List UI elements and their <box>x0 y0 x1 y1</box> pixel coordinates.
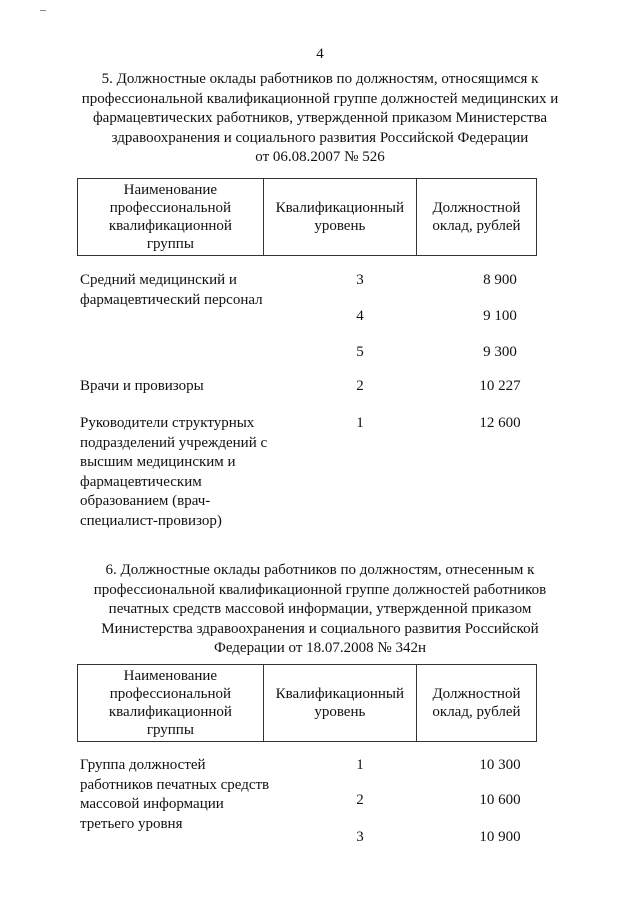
row-name <box>80 271 263 310</box>
header-salary <box>416 665 536 742</box>
row-salary: 10 900 <box>479 829 521 845</box>
row-level: 1 <box>356 415 364 431</box>
header-group-name <box>78 665 264 742</box>
header-text: группы <box>146 236 194 252</box>
row-level: 5 <box>356 344 364 360</box>
header-text: уровень <box>314 704 366 720</box>
heading-line: профессиональной квалификационной группе должностей работников <box>93 581 547 598</box>
row-level: 2 <box>356 792 364 808</box>
row-salary: 9 100 <box>483 308 517 324</box>
header-text: квалификационной <box>108 218 232 234</box>
row-name <box>80 414 267 531</box>
header-text: оклад, рублей <box>432 218 521 234</box>
section-5-heading <box>60 70 580 168</box>
header-group-name <box>78 179 264 256</box>
row-salary: 12 600 <box>479 415 521 431</box>
name-line: Руководители структурных <box>80 415 255 431</box>
row-salary: 10 227 <box>479 378 521 394</box>
section-6-table-header <box>77 664 537 742</box>
header-text: Наименование <box>123 668 218 684</box>
heading-line: Министерства здравоохранения и социального развития Российской <box>101 620 539 637</box>
name-line: образованием (врач- <box>80 493 211 509</box>
row-salary: 8 900 <box>483 272 517 288</box>
header-text: Наименование <box>123 182 218 198</box>
heading-line: фармацевтических работников, утвержденной приказом Министерства <box>92 110 548 126</box>
name-line: третьего уровня <box>80 815 183 832</box>
heading-line: 6. Должностные оклады работников по должностям, отнесенным к <box>105 562 535 578</box>
header-text: Квалификационный <box>275 200 405 216</box>
row-level: 3 <box>356 272 364 288</box>
name-line: подразделений учреждений с <box>80 434 268 451</box>
name-line: работников печатных средств <box>80 776 270 793</box>
row-salary: 10 600 <box>479 792 521 808</box>
header-qualification-level <box>263 665 416 742</box>
header-qualification-level <box>263 179 416 256</box>
row-level: 3 <box>356 829 364 845</box>
row-salary: 9 300 <box>483 344 517 360</box>
header-text: оклад, рублей <box>432 704 521 720</box>
header-text: Квалификационный <box>275 686 405 702</box>
scan-mark <box>40 10 46 11</box>
name-line: высшим медицинским и <box>80 454 236 470</box>
row-level: 4 <box>356 308 364 324</box>
name-line: Средний медицинский и <box>80 272 237 288</box>
header-text: Должностной <box>432 200 521 216</box>
heading-line: профессиональной квалификационной группе должностей медицинских и <box>81 90 559 107</box>
name-line: специалист-провизор) <box>80 512 222 529</box>
row-name <box>80 377 204 397</box>
header-salary <box>416 179 536 256</box>
page-number: 4 <box>316 46 324 62</box>
heading-line: Федерации от 18.07.2008 № 342н <box>213 640 427 656</box>
header-text: уровень <box>314 218 366 234</box>
heading-line: здравоохранения и социального развития Российской Федерации <box>111 129 529 146</box>
header-text: профессиональной <box>109 200 232 216</box>
section-5-table-header <box>77 178 537 256</box>
row-level: 2 <box>356 378 364 394</box>
header-text: Должностной <box>432 686 521 702</box>
heading-line: печатных средств массовой информации, утвержденной приказом <box>108 601 532 617</box>
group-name <box>80 756 269 834</box>
header-text: квалификационной <box>108 704 232 720</box>
row-level: 1 <box>356 757 364 773</box>
row-salary: 10 300 <box>479 757 521 773</box>
name-line: Врачи и провизоры <box>80 378 204 394</box>
heading-line: от 06.08.2007 № 526 <box>255 149 385 165</box>
name-line: фармацевтическим <box>80 473 202 490</box>
name-line: Группа должностей <box>80 757 206 773</box>
name-line: массовой информации <box>80 796 224 812</box>
header-text: профессиональной <box>109 686 232 702</box>
heading-line: 5. Должностные оклады работников по должностям, относящимся к <box>101 71 539 87</box>
header-text: группы <box>146 722 194 738</box>
section-6-heading <box>60 561 580 659</box>
name-line: фармацевтический персонал <box>80 291 263 308</box>
